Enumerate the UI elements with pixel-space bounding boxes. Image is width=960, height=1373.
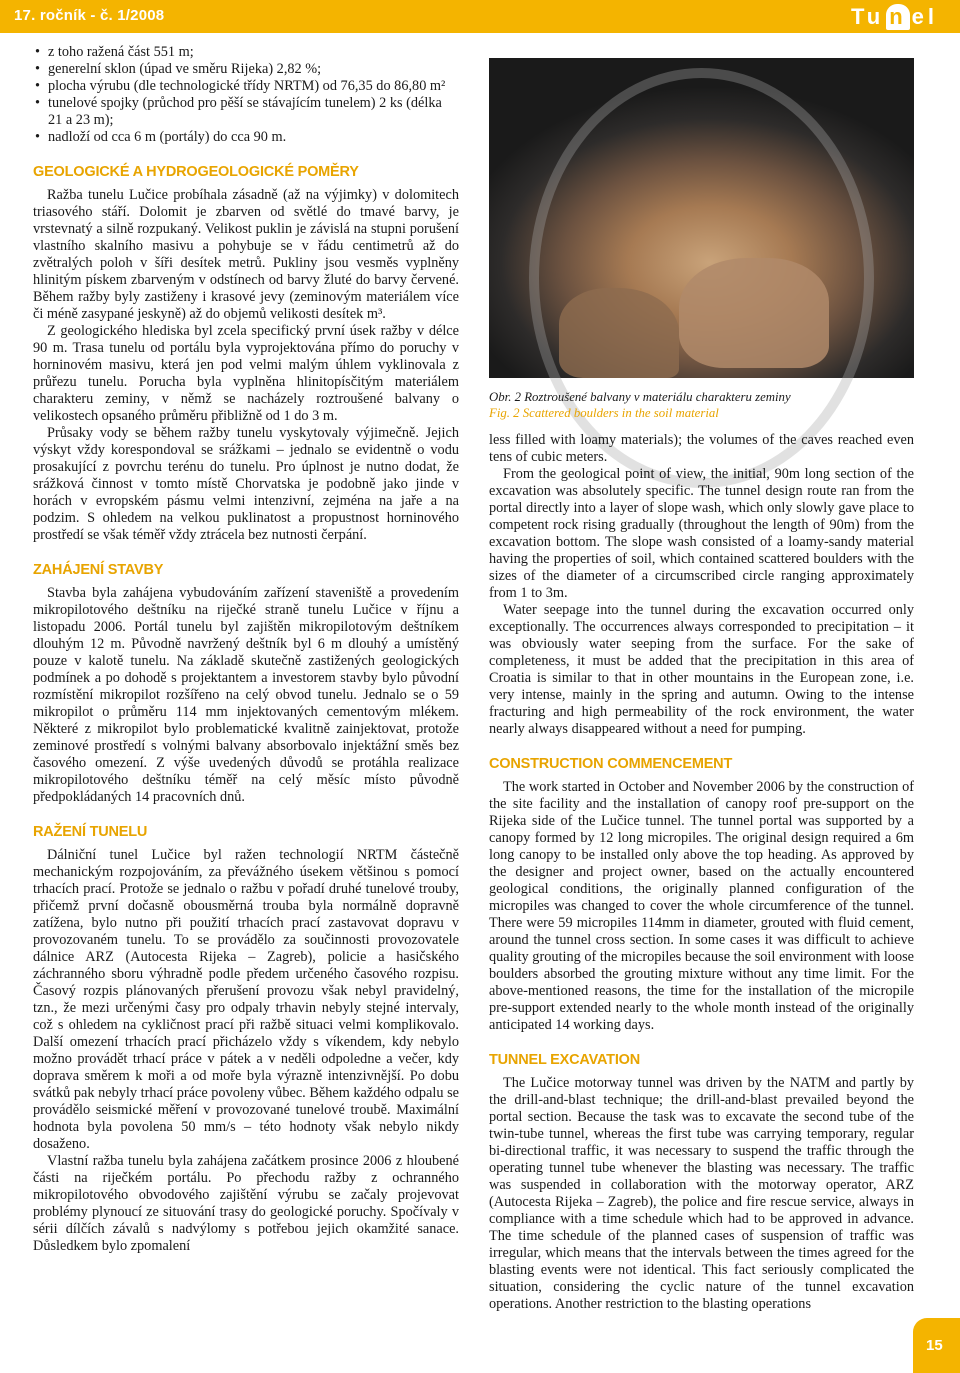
section-heading-geology-cz: GEOLOGICKÉ A HYDROGEOLOGICKÉ POMĚRY: [33, 164, 359, 180]
paragraph: From the geological point of view, the initial, 90m long section of the excavation was absolutely specific. The tunnel design route ran from the portal directly into a layer of slope wash, which only slowly gave place to competent rock rising gradually (throughout the length of 90m) from the excavation bottom. The slope wash consisted of a loamy-sandy material having the properties of soil, which contained scattered boulders with the sizes of the diameter of a circumscribed circle ranging approximately from 1 to 3m.: [489, 466, 914, 601]
paragraph: Vlastní ražba tunelu byla zahájena začátkem prosince 2006 z hloubené části na riječkém portálu. Po přechodu ražby z ochranného mikropilotového obvodového zajištění výrubu se začaly projevovat problémy plynoucí ze situování trasy do geologické poruchy. Spočívaly v sérii dílčích závalů s nadvýlomy s potřebou jejich okamžité sanace. Důsledkem bylo zpomalení: [33, 1153, 459, 1254]
issue-label: 17. ročník - č. 1/2008: [14, 7, 165, 24]
section-heading-excavation-cz: RAŽENÍ TUNELU: [33, 824, 148, 840]
section-heading-excavation-en: TUNNEL EXCAVATION: [489, 1052, 641, 1068]
paragraph: Water seepage into the tunnel during the excavation occurred only exceptionally. The occurrences always corresponded to precipitation – it was obviously water seeping from the surface. For the sake of completeness, it must be added that the precipitation in this area of Croatia is similar to that in other mountains in the European zone, i.e. very intense, mainly in the spring and autumn. Owing to the intense fracturing and high permeability of the rock environment, the water nearly always disappeared without a need for pumping.: [489, 602, 914, 737]
paragraph: Dálniční tunel Lučice byl ražen technologií NRTM částečně mechanickým rozpojováním, za převážného úsekem většinou s pomocí trhacích prací. Protože se jednalo o ražbu v pořadí druhé tunelové trouby, přičemž první dočasně obousměrná trouba byla normálně dopravně zatížena, bylo nutno při použití trhacích prací zastavovat dopravu v provozovaném tunelu. To se provádělo za součinnosti provozovatele dálnice ARZ (Autocesta Rijeka – Zagreb), policie a hasičského záchranného sboru výhradně podle předem určeného časového rozpisu. Časový rozpis plánovaných přerušení provozu však nebyl pravidelný, tzn., že mezi určenými časy pro odpaly trhavin nebyly stejné intervaly, což s ohledem na cykličnost prací při ražbě situaci velmi komplikovalo. Další omezení trhacích prací přicházelo vždy s víkendem, kdy nebylo možno provádět trhací práce v pátek a v neděli odpoledne a večer, kdy doprava směrem k moři a od moře byla výrazně intenzivnější. Po dobu svátků pak nebyly trhací práce povoleny vůbec. Během každého odpalu se provádělo seismické měření v provozované tunelové troubě. Maximální hodnota byla povolena 50 mm/s – této hodnoty však nebylo nikdy dosaženo.: [33, 847, 459, 1152]
tunel-logo: [851, 4, 938, 30]
paragraph: The work started in October and November 2006 by the construction of the site facility and the installation of canopy roof pre-support on the Rijeka side of the Lučice tunnel. The tunnel portal was supported by a canopy formed by 12 long micropiles. The original design required a 6m long canopy to be installed only above the top heading. As approved by the designer and project owner, based on the actually encountered geological conditions, the originally planned configuration of the micropiles was changed to cover the whole circumference of the tunnel. There were 59 micropiles 114mm in diameter, grouted with fluid cement, around the tunnel cross section. In some cases it was difficult to achieve quality grouting of the micropiles because the soil environment with loose boulders absorbed the grouting mixture without any time limit. For the above-mentioned reasons, the time for the installation of the micropile pre-support extended nearly to the whole month instead of the originally anticipated 14 working days.: [489, 779, 914, 1033]
tunnel-boulders-photo: [489, 58, 914, 378]
list-item: • generelní sklon (úpad ve směru Rijeka) 2,82 %;: [33, 61, 459, 78]
list-item: • nadloží od cca 6 m (portály) do cca 90 m.: [33, 129, 459, 146]
list-item: • tunelové spojky (průchod pro pěší se stávajícím tunelem) 2 ks (délka 21 a 23 m);: [33, 95, 459, 129]
list-item: • plocha výrubu (dle technologické třídy NRTM) od 76,35 do 86,80 m²: [33, 78, 459, 95]
page-number-tab: [913, 1318, 960, 1373]
paragraph: The Lučice motorway tunnel was driven by the NATM and partly by the drill-and-blast technique; the drill-and-blast prevailed beyond the portal section. Because the task was to excavate the second tube of the twin-tube tunnel, whereas the first tube was carrying temporary, regular bi-directional traffic, it was necessary to suspend the traffic through the operating tunnel tube whenever the blasting was necessary. The traffic was suspended in collaboration with the motorway operator, ARZ (Autocesta Rijeka – Zagreb), the police and fire rescue service, always in compliance with a time schedule which had to be approved in advance. The time schedule of the planned cases of suspension of traffic was irregular, which means that the intervals between the times agreed for the blasting events were not identical. This fact seriously complicated the situation, considering the cyclic nature of the tunnel excavation operations. Another restriction to the blasting operations: [489, 1075, 914, 1312]
paragraph: Z geologického hlediska byl zcela specifický první úsek ražby v délce 90 m. Trasa tunelu od portálu byla vyprojektována přímo do poruchy v horninovém masivu, která jen pod velmi malým úhlem vyklinovala z průřezu tunelu. Porucha byla vyplněna hlinitopísčitým materiálem charakteru zeminy, v němž se nacházely roztroušené balvany o velikostech opsaného průměru přibližně od 1 do 3 m.: [33, 323, 459, 424]
paragraph: Stavba byla zahájena vybudováním zařízení staveniště a provedením mikropilotového deštníku na riječké straně tunelu Lučice v říjnu a listopadu 2006. Portál tunelu byl zajištěn mikropilotovým deštníkem dlouhým 12 m. Původně navržený deštník byl 6 m dlouhý a umístěný pouze v kalotě tunelu. Na základě skutečně zastižených geologických podmínek a po dohodě s projektantem a investorem stavby bylo původní rozmístění mikropilot rozšířeno na celý obvod tunelu. Jednalo se o 59 mikropilot o průměru 114 mm injektovaných cementovým mlékem. Některé z mikropilot bylo problematické kvalitně zainjektovat, protože zeminové prostředí s volnými balvany absorbovalo injektážní směs bez časového omezení. Z výše uvedených důvodů se protáhla realizace mikropilotového deštníku téměř na celý měsíc místo původně předpokládaných 14 pracovních dnů.: [33, 585, 459, 805]
paragraph: Průsaky vody se během ražby tunelu vyskytovaly výjimečně. Jejich výskyt vždy korespondoval se srážkami – jednalo se evidentně o vodu prosakující z povrchu terénu do tunelu. Pro úplnost je nutno dodat, že srážková činnost v tomto místě Chorvatska je podobně jako jinde v horách v evropském pásmu velmi intenzivní, zejména na jaře a na podzim. S ohledem na velkou puklinatost a propustnost horninového prostředí se však téměř vždy ztrácela bez nutnosti čerpání.: [33, 425, 459, 543]
logo-text-start: Tu: [850, 4, 885, 29]
section-heading-commencement-en: CONSTRUCTION COMMENCEMENT: [489, 756, 733, 772]
czech-column: [33, 44, 459, 1255]
tunnel-parameters-list: [33, 44, 459, 146]
paragraph: less filled with loamy materials); the volumes of the caves reached even tens of cubic meters.: [489, 432, 914, 465]
section-heading-commencement-cz: ZAHÁJENÍ STAVBY: [33, 562, 164, 578]
page-header: [0, 0, 960, 33]
logo-text-end: el: [911, 4, 938, 29]
english-column: [489, 432, 914, 1313]
boulder-shape: [559, 288, 679, 378]
list-item: • z toho ražená část 551 m;: [33, 44, 459, 61]
figure-caption-en: Fig. 2 Scattered boulders in the soil material: [489, 406, 719, 420]
logo-tunnel-icon: n: [886, 4, 909, 30]
figure-caption-cz: Obr. 2 Roztroušené balvany v materiálu charakteru zeminy: [489, 390, 791, 404]
page-number: 15: [926, 1337, 943, 1354]
boulder-shape: [679, 258, 829, 368]
paragraph: Ražba tunelu Lučice probíhala zásadně (až na výjimky) v dolomitech triasového stáří. Dolomit je zbarven od světlé do tmavé barvy, je vrstevnatý a silně rozpukaný. Velikost puklin je závislá na stupni porušení vlastního skalního masivu a pohybuje se v řádu centimetrů až do zvětralých poloh v šíři desítek metrů. Pukliny jsou vesměs vyplněny hlinitým pískem zbarveným v odstínech od barvy žluté do barvy červené. Během ražby byly zastiženy i krasové jevy (zeminovým materiálem více či méně zasypané jeskyně) až do objemů velikosti desítek m³.: [33, 187, 459, 322]
